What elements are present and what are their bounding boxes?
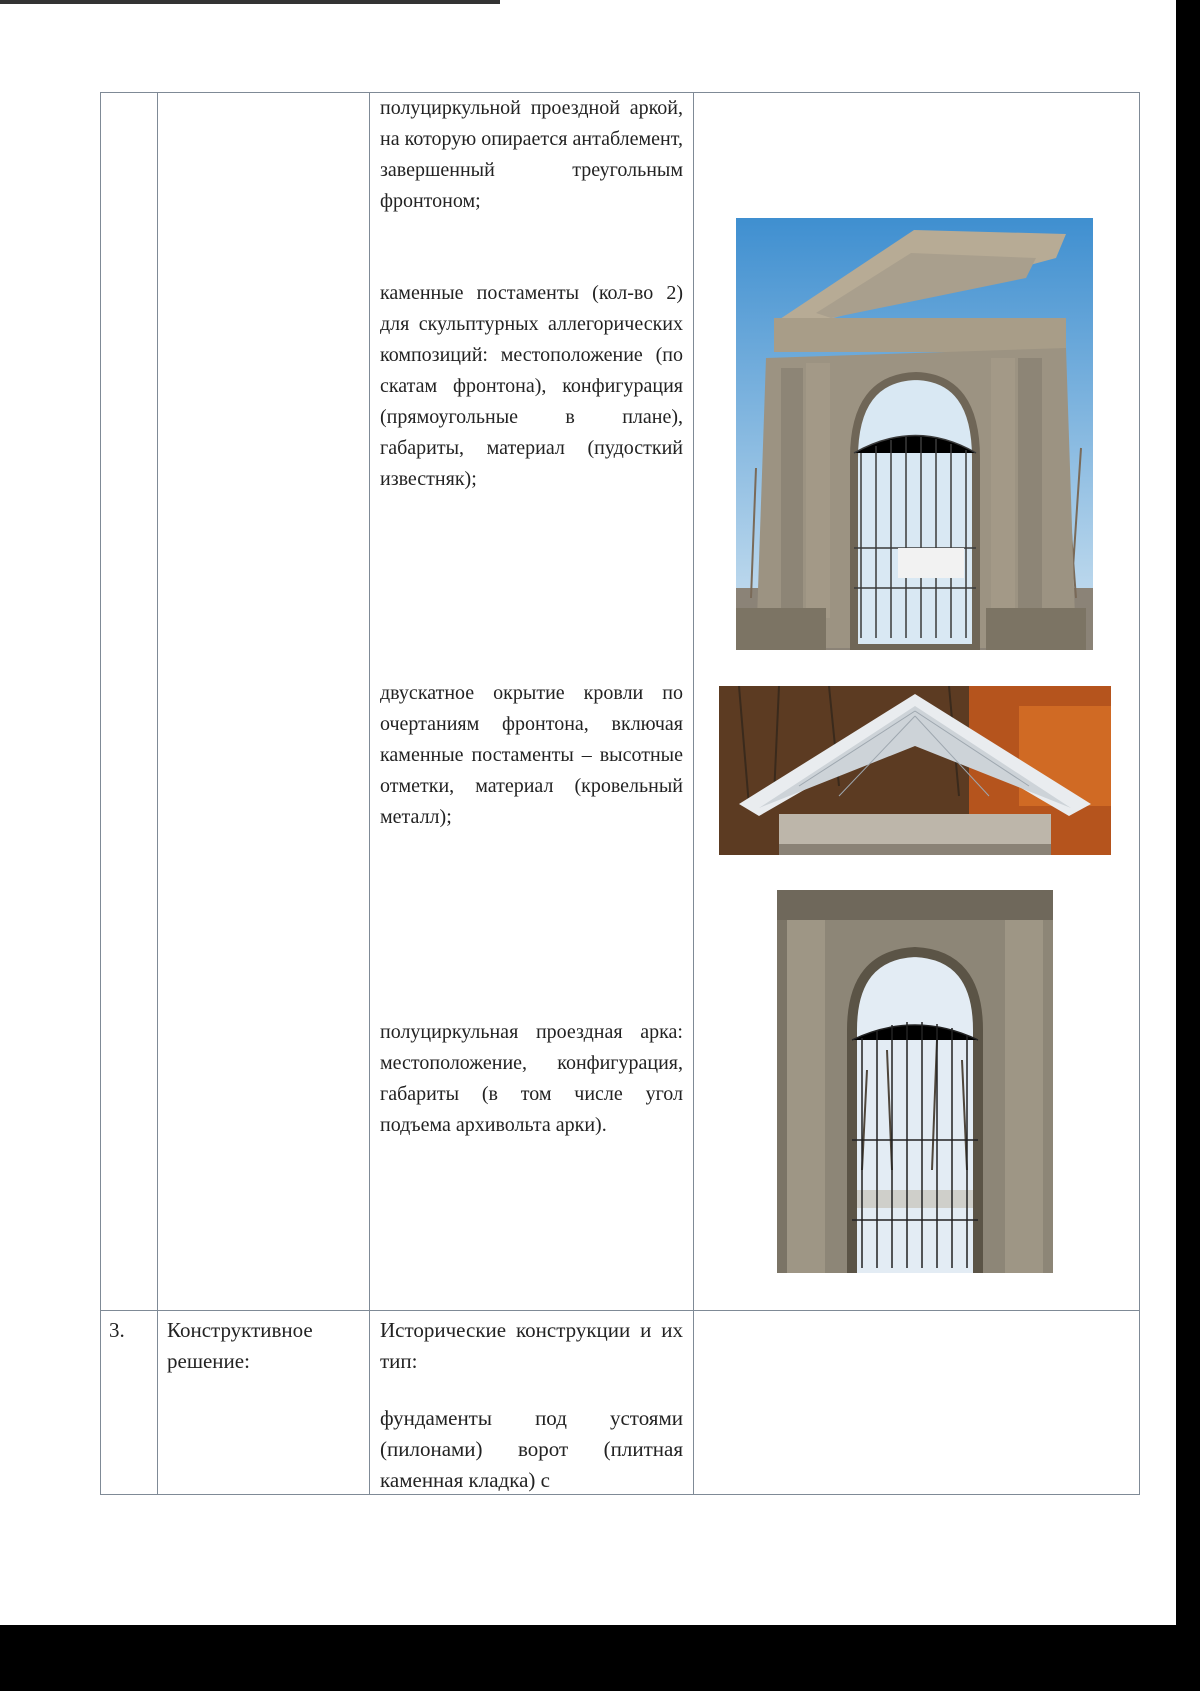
scan-edge-top	[0, 0, 500, 4]
description-paragraph-1: полуциркульной проездной аркой, на которую опирается антаблемент, завершенный треугольным фронтоном;	[380, 97, 683, 212]
description-paragraph-4: полуциркульная проездная арка: местоположение, конфигурация, габариты (в том числе угол подъема архивольта арки).	[380, 1021, 683, 1136]
row-divider	[101, 1310, 1139, 1311]
row-3-paragraph-2: фундаменты под устоями (пилонами) ворот (плитная каменная кладка) с	[380, 1406, 683, 1492]
scan-edge-bottom	[0, 1625, 1200, 1691]
row-number: 3.	[109, 1318, 125, 1342]
description-paragraph-3: двускатное окрытие кровли по очертаниям фронтона, включая каменные постаменты – высотные отметки, материал (кровельный металл);	[380, 682, 683, 828]
col-divider-1	[157, 93, 158, 1494]
description-paragraph-2: каменные постаменты (кол-во 2) для скульптурных аллегорических композиций: местоположение (по скатам фронтона), конфигурация (прямоугольные в плане), габариты, материал (пудосткий известняк);	[380, 282, 683, 490]
row-3-paragraph-1: Исторические конструкции и их тип:	[380, 1318, 683, 1373]
roof-pediment-photo	[719, 686, 1111, 855]
row-title: Конструктивное решение:	[167, 1318, 313, 1373]
gate-front-view-photo	[736, 218, 1093, 650]
arch-with-gate-photo	[777, 890, 1053, 1273]
col-divider-2	[369, 93, 370, 1494]
col-divider-3	[693, 93, 694, 1494]
scan-edge-right	[1176, 0, 1200, 1691]
document-table	[100, 92, 1140, 1495]
